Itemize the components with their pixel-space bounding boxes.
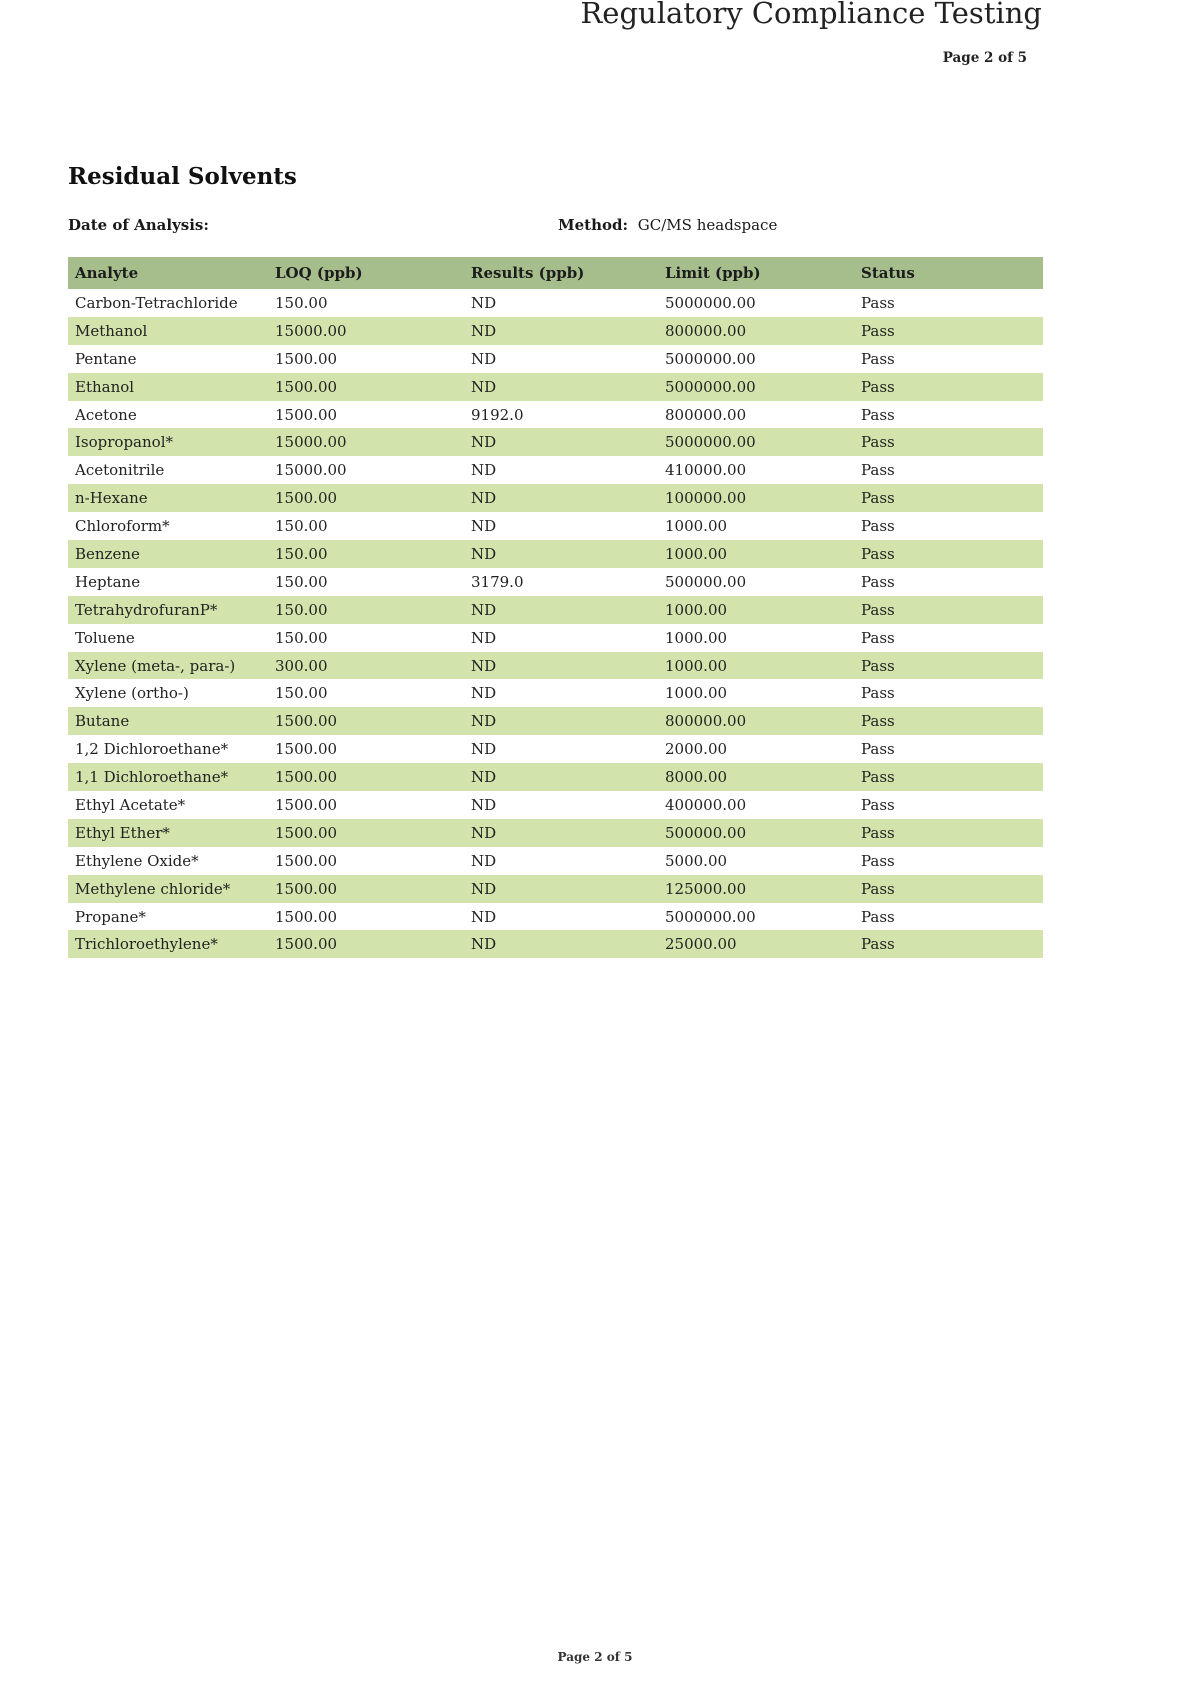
cell-limit: 500000.00: [658, 819, 854, 847]
column-header-limit: Limit (ppb): [658, 257, 854, 289]
cell-results: ND: [464, 540, 658, 568]
cell-status: Pass: [861, 684, 895, 703]
cell-results: 9192.0: [471, 405, 524, 424]
cell-loq: 300.00: [268, 652, 464, 680]
cell-results: ND: [464, 930, 658, 958]
table-row: [68, 679, 1043, 707]
cell-analyte: Chloroform*: [75, 517, 170, 536]
cell-status: Pass: [854, 875, 1043, 903]
table-row: [68, 624, 1043, 652]
cell-loq: 15000.00: [268, 428, 464, 456]
cell-analyte: TetrahydrofuranP*: [68, 596, 268, 624]
cell-analyte: Ethyl Ether*: [68, 819, 268, 847]
cell-loq: 1500.00: [275, 907, 338, 926]
cell-status: Pass: [861, 795, 895, 814]
section-title: Residual Solvents: [68, 163, 297, 190]
cell-loq: 150.00: [275, 293, 328, 312]
cell-status: Pass: [854, 428, 1043, 456]
cell-loq: 1500.00: [275, 740, 338, 759]
table-row: [68, 735, 1043, 763]
cell-status: Pass: [861, 405, 895, 424]
cell-analyte: Ethylene Oxide*: [75, 851, 199, 870]
cell-loq: 1500.00: [268, 484, 464, 512]
cell-status: Pass: [861, 572, 895, 591]
table-header: [68, 257, 1043, 289]
cell-results: ND: [464, 819, 658, 847]
cell-status: Pass: [854, 930, 1043, 958]
cell-analyte: Xylene (meta-, para-): [68, 652, 268, 680]
column-header-loq: LOQ (ppb): [268, 257, 464, 289]
cell-loq: 150.00: [268, 540, 464, 568]
column-header-status: Status: [854, 257, 1043, 289]
cell-loq: 1500.00: [268, 373, 464, 401]
table-row: [68, 373, 1043, 401]
cell-results: ND: [464, 428, 658, 456]
cell-limit: 5000000.00: [665, 349, 756, 368]
cell-loq: 1500.00: [268, 763, 464, 791]
table-row: [68, 819, 1043, 847]
cell-results: ND: [471, 851, 497, 870]
cell-results: ND: [471, 795, 497, 814]
cell-analyte: Xylene (ortho-): [75, 684, 189, 703]
cell-results: ND: [471, 907, 497, 926]
cell-status: Pass: [854, 819, 1043, 847]
cell-analyte: 1,2 Dichloroethane*: [75, 740, 229, 759]
cell-limit: 5000.00: [665, 851, 728, 870]
cell-results: ND: [471, 740, 497, 759]
table-row: [68, 317, 1043, 345]
cell-results: ND: [471, 517, 497, 536]
cell-results: ND: [471, 293, 497, 312]
cell-loq: 150.00: [275, 572, 328, 591]
cell-status: Pass: [861, 851, 895, 870]
table-row: [68, 456, 1043, 484]
cell-analyte: Isopropanol*: [68, 428, 268, 456]
cell-analyte: Heptane: [75, 572, 141, 591]
cell-limit: 800000.00: [665, 405, 747, 424]
cell-analyte: Ethanol: [68, 373, 268, 401]
cell-results: ND: [464, 317, 658, 345]
table-row: [68, 401, 1043, 429]
cell-results: ND: [464, 875, 658, 903]
cell-limit: 1000.00: [658, 540, 854, 568]
cell-limit: 5000000.00: [665, 907, 756, 926]
cell-analyte: 1,1 Dichloroethane*: [68, 763, 268, 791]
cell-analyte: Pentane: [75, 349, 137, 368]
column-header-analyte: Analyte: [68, 257, 268, 289]
cell-limit: 1000.00: [665, 628, 728, 647]
cell-analyte: Methanol: [68, 317, 268, 345]
table-row: [68, 875, 1043, 903]
table-row: [68, 568, 1043, 596]
cell-limit: 5000000.00: [658, 373, 854, 401]
cell-limit: 1000.00: [665, 684, 728, 703]
cell-analyte: Benzene: [68, 540, 268, 568]
cell-status: Pass: [854, 540, 1043, 568]
cell-loq: 150.00: [275, 517, 328, 536]
cell-status: Pass: [861, 517, 895, 536]
cell-loq: 15000.00: [275, 461, 347, 480]
cell-limit: 1000.00: [658, 596, 854, 624]
cell-results: ND: [464, 596, 658, 624]
cell-results: ND: [464, 484, 658, 512]
analysis-meta-row: [68, 216, 1043, 236]
cell-results: ND: [471, 628, 497, 647]
cell-status: Pass: [861, 293, 895, 312]
cell-limit: 125000.00: [658, 875, 854, 903]
table-row: [68, 345, 1043, 373]
cell-loq: 1500.00: [268, 707, 464, 735]
cell-limit: 5000000.00: [658, 428, 854, 456]
cell-limit: 1000.00: [665, 517, 728, 536]
cell-results: ND: [471, 349, 497, 368]
page-indicator-top: Page 2 of 5: [942, 50, 1027, 66]
table-header-row: [68, 257, 1043, 289]
page-footer: Page 2 of 5: [557, 1650, 633, 1664]
column-header-results: Results (ppb): [464, 257, 658, 289]
cell-status: Pass: [854, 317, 1043, 345]
table-body: [68, 289, 1043, 958]
date-of-analysis: [68, 216, 214, 234]
table-row: [68, 707, 1043, 735]
cell-loq: 1500.00: [275, 349, 338, 368]
method-value: GC/MS headspace: [637, 216, 778, 234]
cell-analyte: Ethyl Acetate*: [75, 795, 186, 814]
cell-limit: 800000.00: [658, 707, 854, 735]
cell-analyte: Methylene chloride*: [68, 875, 268, 903]
cell-status: Pass: [854, 763, 1043, 791]
cell-analyte: Carbon-Tetrachloride: [75, 293, 238, 312]
method: [558, 216, 777, 234]
cell-analyte: Toluene: [75, 628, 135, 647]
cell-limit: 5000000.00: [665, 293, 756, 312]
table-row: [68, 289, 1043, 317]
cell-analyte: Butane: [68, 707, 268, 735]
cell-results: ND: [464, 652, 658, 680]
document-title: Regulatory Compliance Testing: [580, 0, 1042, 30]
cell-status: Pass: [861, 461, 895, 480]
cell-limit: 8000.00: [658, 763, 854, 791]
cell-analyte: Propane*: [75, 907, 146, 926]
table-row: [68, 763, 1043, 791]
cell-status: Pass: [854, 484, 1043, 512]
cell-results: ND: [464, 763, 658, 791]
table-row: [68, 484, 1043, 512]
cell-results: 3179.0: [471, 572, 524, 591]
table-row: [68, 903, 1043, 931]
cell-results: ND: [464, 373, 658, 401]
method-label: Method:: [558, 216, 629, 234]
cell-limit: 100000.00: [658, 484, 854, 512]
cell-status: Pass: [861, 740, 895, 759]
cell-analyte: Acetone: [75, 405, 137, 424]
cell-limit: 1000.00: [658, 652, 854, 680]
cell-loq: 150.00: [268, 596, 464, 624]
residual-solvents-table: [68, 257, 1043, 958]
cell-loq: 1500.00: [275, 795, 338, 814]
cell-limit: 25000.00: [658, 930, 854, 958]
cell-loq: 150.00: [275, 684, 328, 703]
cell-analyte: Trichloroethylene*: [68, 930, 268, 958]
cell-status: Pass: [854, 707, 1043, 735]
table-row: [68, 652, 1043, 680]
cell-loq: 1500.00: [268, 819, 464, 847]
cell-status: Pass: [861, 628, 895, 647]
cell-results: ND: [471, 684, 497, 703]
table-row: [68, 428, 1043, 456]
cell-limit: 800000.00: [658, 317, 854, 345]
cell-analyte: n-Hexane: [68, 484, 268, 512]
cell-limit: 410000.00: [665, 461, 747, 480]
cell-status: Pass: [861, 907, 895, 926]
table-row: [68, 930, 1043, 958]
cell-status: Pass: [854, 596, 1043, 624]
cell-limit: 500000.00: [665, 572, 747, 591]
cell-loq: 1500.00: [268, 875, 464, 903]
cell-limit: 400000.00: [665, 795, 747, 814]
cell-status: Pass: [854, 652, 1043, 680]
table-row: [68, 540, 1043, 568]
date-of-analysis-label: Date of Analysis:: [68, 216, 209, 234]
cell-loq: 15000.00: [268, 317, 464, 345]
cell-loq: 1500.00: [275, 851, 338, 870]
cell-loq: 1500.00: [268, 930, 464, 958]
cell-loq: 150.00: [275, 628, 328, 647]
table-row: [68, 596, 1043, 624]
cell-status: Pass: [854, 373, 1043, 401]
cell-results: ND: [471, 461, 497, 480]
cell-loq: 1500.00: [275, 405, 338, 424]
table-row: [68, 512, 1043, 540]
table-row: [68, 847, 1043, 875]
cell-status: Pass: [861, 349, 895, 368]
table-row: [68, 791, 1043, 819]
cell-limit: 2000.00: [665, 740, 728, 759]
cell-results: ND: [464, 707, 658, 735]
cell-analyte: Acetonitrile: [75, 461, 165, 480]
